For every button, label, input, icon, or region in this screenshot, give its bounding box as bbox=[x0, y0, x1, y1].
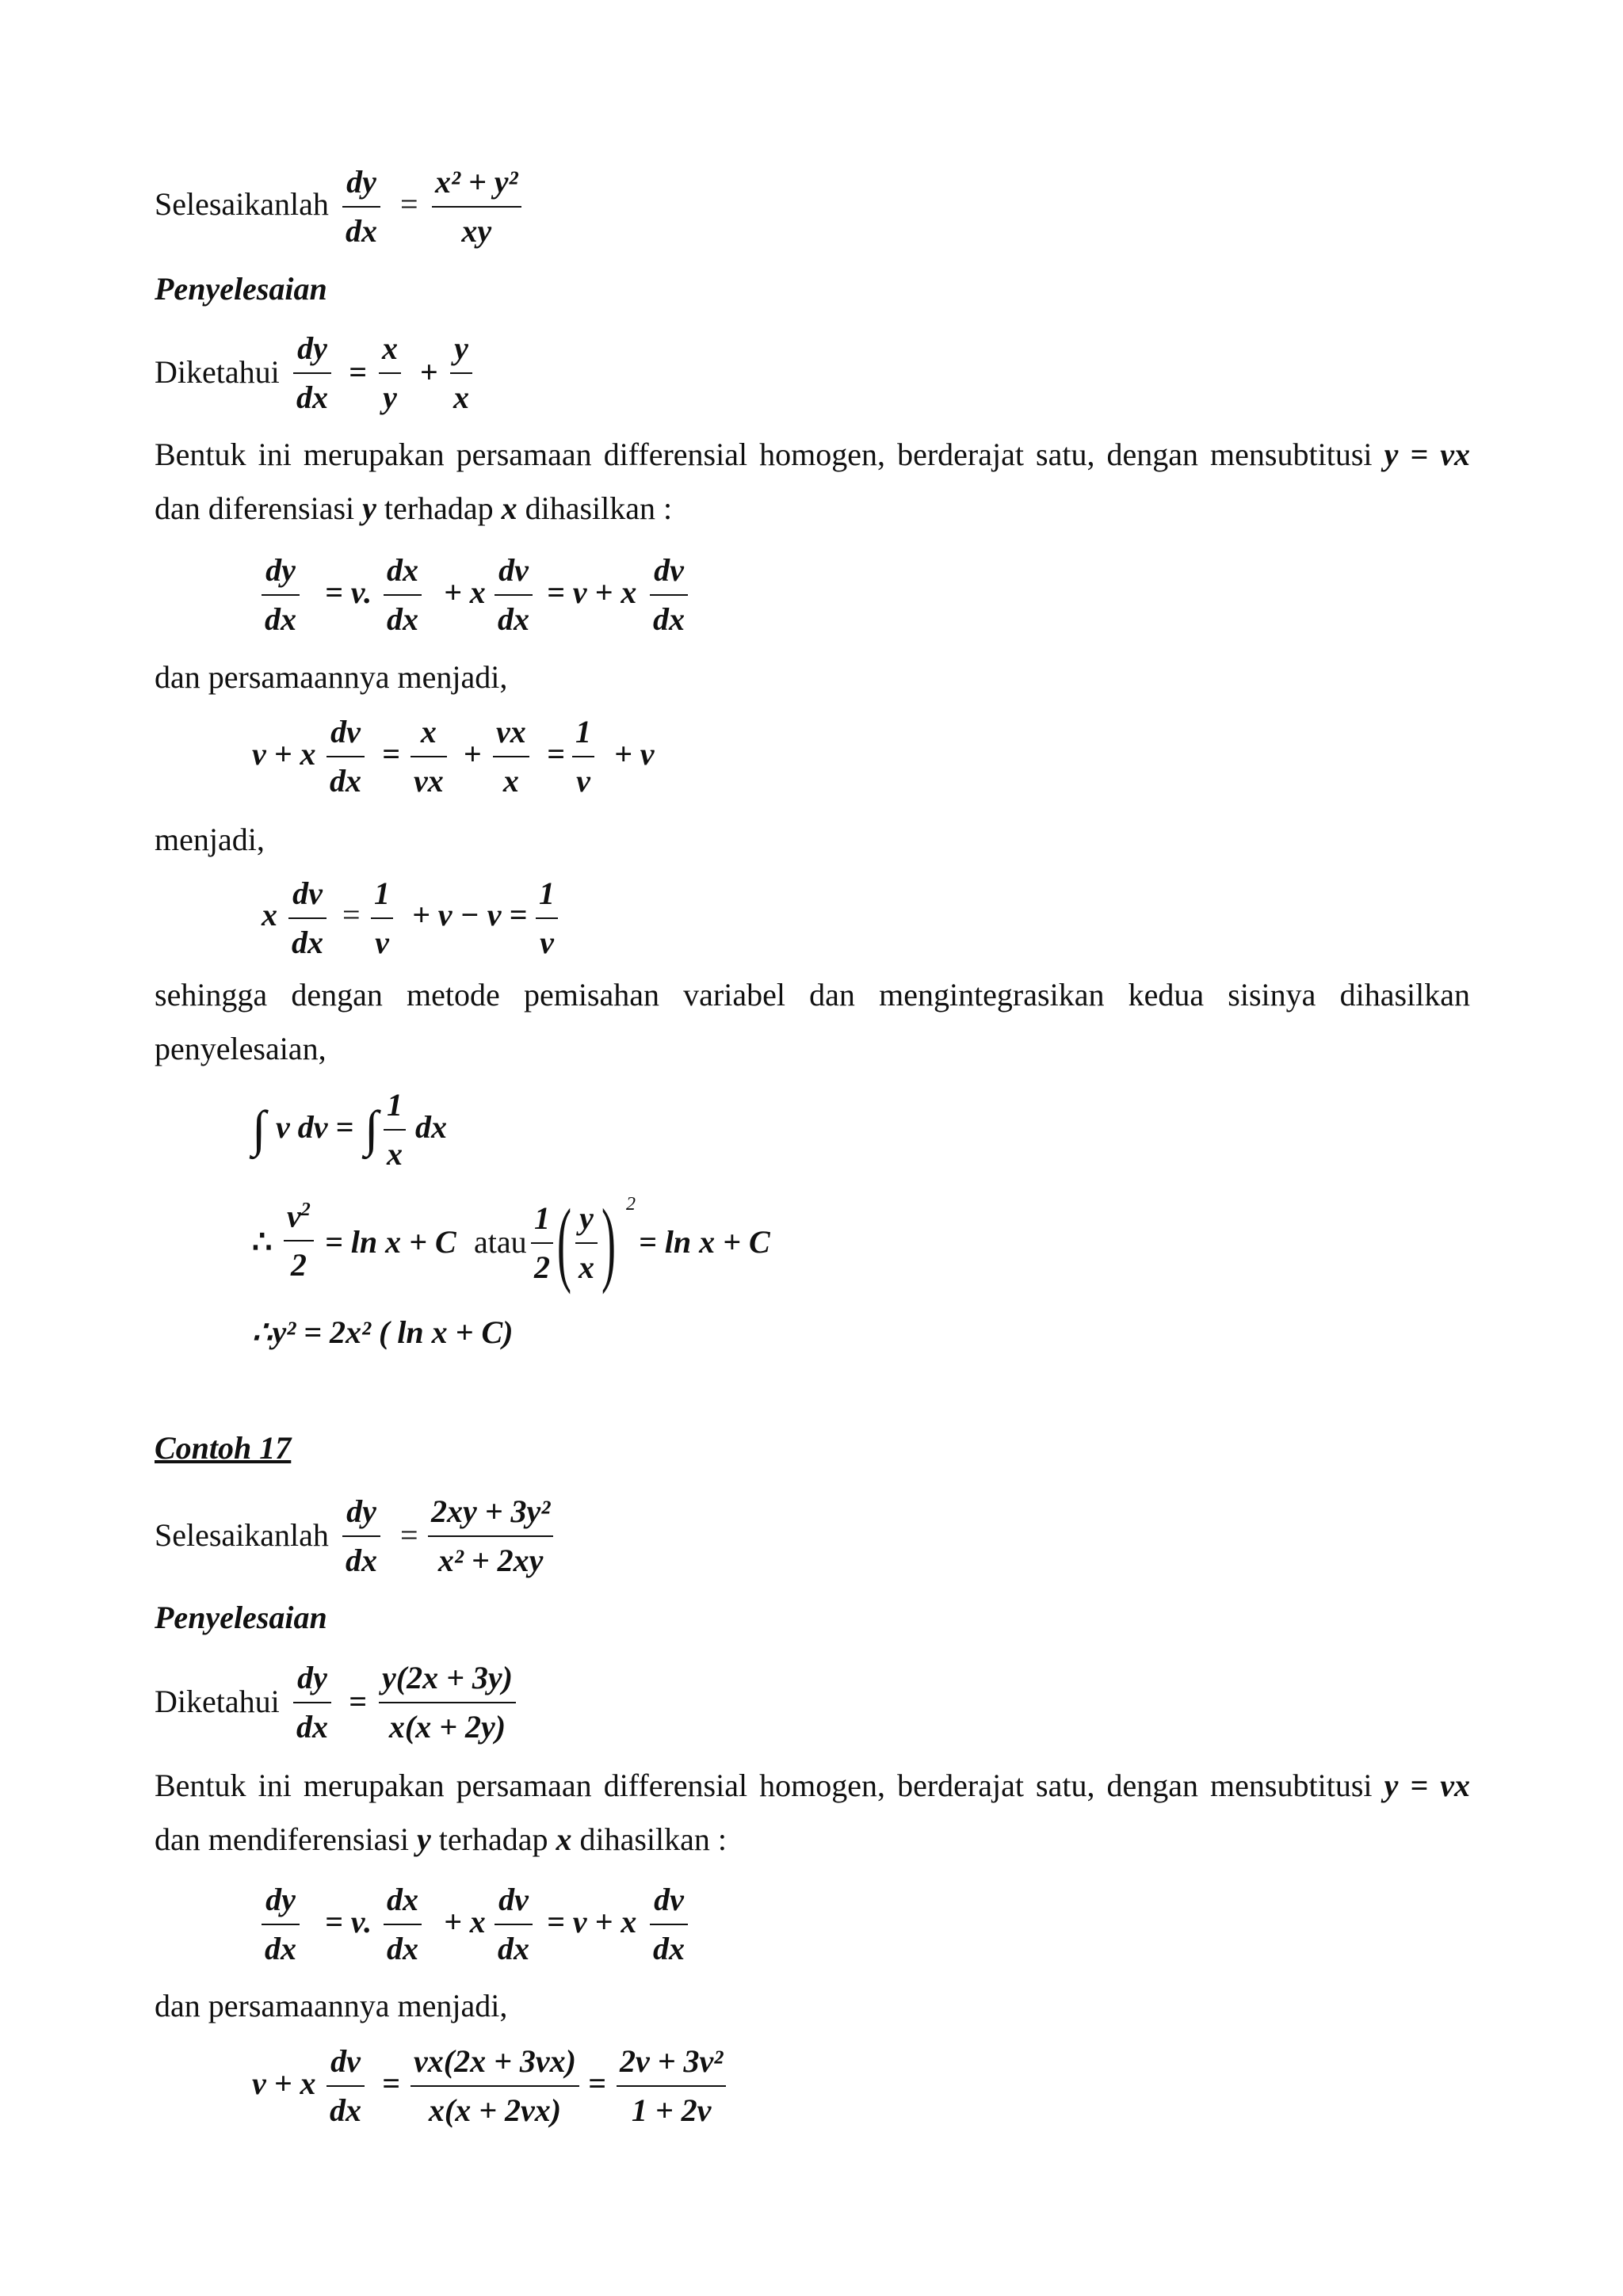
fraction-dv-dx: $\frac{dv}{dx}$ bbox=[650, 1884, 688, 1965]
fraction-dx-dx: $\frac{dx}{dx}$ bbox=[384, 1884, 422, 1965]
fraction-y2x3y-over-x2y: $\frac{y(2x + 3y)}{x(x + 2y)}$ bbox=[379, 1662, 516, 1743]
fraction-1-over-2: $\frac{1}{2}$ bbox=[531, 1203, 553, 1283]
fraction-dy-dx: $\frac{dy}{dx}$ bbox=[293, 1662, 331, 1743]
fraction-dy-dx: $\frac{dy}{dx}$ bbox=[262, 555, 300, 635]
v-plus-x: v + x bbox=[252, 736, 316, 772]
problem-intro: Selesaikanlah bbox=[155, 186, 329, 222]
fraction-1-over-v: $\frac{1}{v}$ bbox=[371, 878, 393, 959]
paragraph-separation: sehingga dengan metode pemisahan variabel dan mengintegrasikan kedua sisinya dihasilkan penyelesaian, bbox=[155, 977, 1470, 1066]
example-title: Contoh 17 bbox=[155, 1430, 292, 1466]
paragraph-substitution: Bentuk ini merupakan persamaan differensial homogen, berderajat satu, dengan mensubtitusi y = vx dan diferensiasi y terhadap x dihasilkan : bbox=[155, 437, 1470, 526]
text-then: dan persamaannya menjadi, bbox=[155, 659, 508, 695]
fraction-dy-dx: $\frac{dy}{dx}$ bbox=[262, 1884, 300, 1965]
equals-sign: = bbox=[547, 736, 565, 772]
fraction-y-over-x: $\frac{y}{x}$ bbox=[450, 333, 472, 414]
fraction-dy-dx: $\frac{dy}{dx}$ bbox=[342, 166, 380, 247]
text-then: dan persamaannya menjadi, bbox=[155, 1988, 508, 2023]
left-paren: ( bbox=[556, 1189, 571, 1295]
right-paren: ) bbox=[601, 1189, 616, 1295]
fraction-1-over-v: $\frac{1}{v}$ bbox=[536, 878, 558, 959]
text-becomes: menjadi, bbox=[155, 822, 265, 857]
v-plus-x: v + x bbox=[252, 2065, 316, 2101]
fraction-dv-dx: $\frac{dv}{dx}$ bbox=[495, 555, 533, 635]
equals-sign: = bbox=[349, 1684, 367, 1719]
plus-x: + x bbox=[444, 1904, 486, 1939]
x-variable: x bbox=[262, 897, 277, 933]
fraction-dv-dx: $\frac{dv}{dx}$ bbox=[650, 555, 688, 635]
fraction-y-over-x: $\frac{y}{x}$ bbox=[575, 1203, 598, 1283]
equals-v-plus-x: = v + x bbox=[547, 1904, 637, 1939]
equals-sign: = bbox=[349, 354, 367, 390]
equals-ln-x-plus-c: = ln x + C bbox=[639, 1224, 770, 1260]
equals-sign: = bbox=[588, 2065, 606, 2101]
fraction-1-over-x: $\frac{1}{x}$ bbox=[384, 1089, 406, 1170]
fraction-dy-dx: $\frac{dy}{dx}$ bbox=[342, 1496, 380, 1577]
text-atau: atau bbox=[474, 1224, 527, 1260]
fraction-dx-dx: $\frac{dx}{dx}$ bbox=[384, 555, 422, 635]
known-label: Diketahui bbox=[155, 354, 280, 390]
fraction-x-over-vx: $\frac{x}{vx}$ bbox=[411, 716, 447, 797]
plus-sign: + bbox=[420, 354, 438, 390]
equals-sign: = bbox=[400, 186, 418, 222]
fraction-dv-dx: $\frac{dv}{dx}$ bbox=[495, 1884, 533, 1965]
plus-sign: + bbox=[464, 736, 482, 772]
equals-sign: = bbox=[382, 2065, 400, 2101]
fraction-2xy3y2-over-x22xy: $\frac{\text{2xy + 3y²}}{\text{x² + 2xy}}$ bbox=[428, 1496, 553, 1577]
fraction-dv-dx: $\frac{dv}{dx}$ bbox=[327, 2046, 365, 2126]
problem-intro: Selesaikanlah bbox=[155, 1517, 329, 1553]
therefore-symbol: ∴ bbox=[252, 1224, 273, 1260]
solution-heading: Penyelesaian bbox=[155, 1600, 327, 1635]
fraction-2v3v2-over-12v: $\frac{\text{2v + 3v²}}{1 + 2v}$ bbox=[617, 2046, 726, 2126]
fraction-dv-dx: $\frac{dv}{dx}$ bbox=[288, 878, 327, 959]
integral-sign: ∫ bbox=[365, 1100, 379, 1157]
equals-sign: = bbox=[400, 1517, 418, 1553]
equals-sign: = bbox=[382, 736, 400, 772]
fraction-x2y2-over-xy: $\frac{\text{x² + y²}}{xy}$ bbox=[432, 166, 521, 247]
equals-sign: = bbox=[342, 897, 361, 933]
integral-left: v dv = bbox=[276, 1109, 354, 1145]
integral-dx: dx bbox=[415, 1109, 447, 1145]
fraction-dv-dx: $\frac{dv}{dx}$ bbox=[327, 716, 365, 797]
paragraph-substitution: Bentuk ini merupakan persamaan differensial homogen, berderajat satu, dengan mensubtitusi y = vx dan mendiferensiasi y terhadap x dihasilkan : bbox=[155, 1768, 1470, 1857]
fraction-dy-dx: $\frac{dy}{dx}$ bbox=[293, 333, 331, 414]
fraction-x-over-y: $\frac{x}{y}$ bbox=[379, 333, 401, 414]
plus-x: + x bbox=[444, 574, 486, 610]
fraction-vx2x3vx-over-xx2vx: $\frac{vx(2x + 3vx)}{x(x + 2vx)}$ bbox=[411, 2046, 579, 2126]
known-label: Diketahui bbox=[155, 1684, 280, 1719]
equals-v-plus-x: = v + x bbox=[547, 574, 637, 610]
integral-sign: ∫ bbox=[252, 1100, 266, 1157]
fraction-v2-over-2: $\frac{v^2}{2}$ bbox=[284, 1200, 314, 1281]
fraction-1-over-v: $\frac{1}{v}$ bbox=[572, 716, 594, 797]
plus-v-minus-v: + v − v = bbox=[412, 897, 528, 933]
equals-v: = v. bbox=[325, 574, 372, 610]
fraction-vx-over-x: $\frac{vx}{x}$ bbox=[493, 716, 529, 797]
equals-ln-x-plus-c: = ln x + C bbox=[325, 1224, 456, 1260]
plus-v: + v bbox=[614, 736, 655, 772]
final-result: ∴y² = 2x² ( ln x + C) bbox=[252, 1314, 514, 1350]
solution-heading: Penyelesaian bbox=[155, 271, 327, 307]
equals-v: = v. bbox=[325, 1904, 372, 1939]
exponent-2: 2 bbox=[626, 1194, 636, 1215]
